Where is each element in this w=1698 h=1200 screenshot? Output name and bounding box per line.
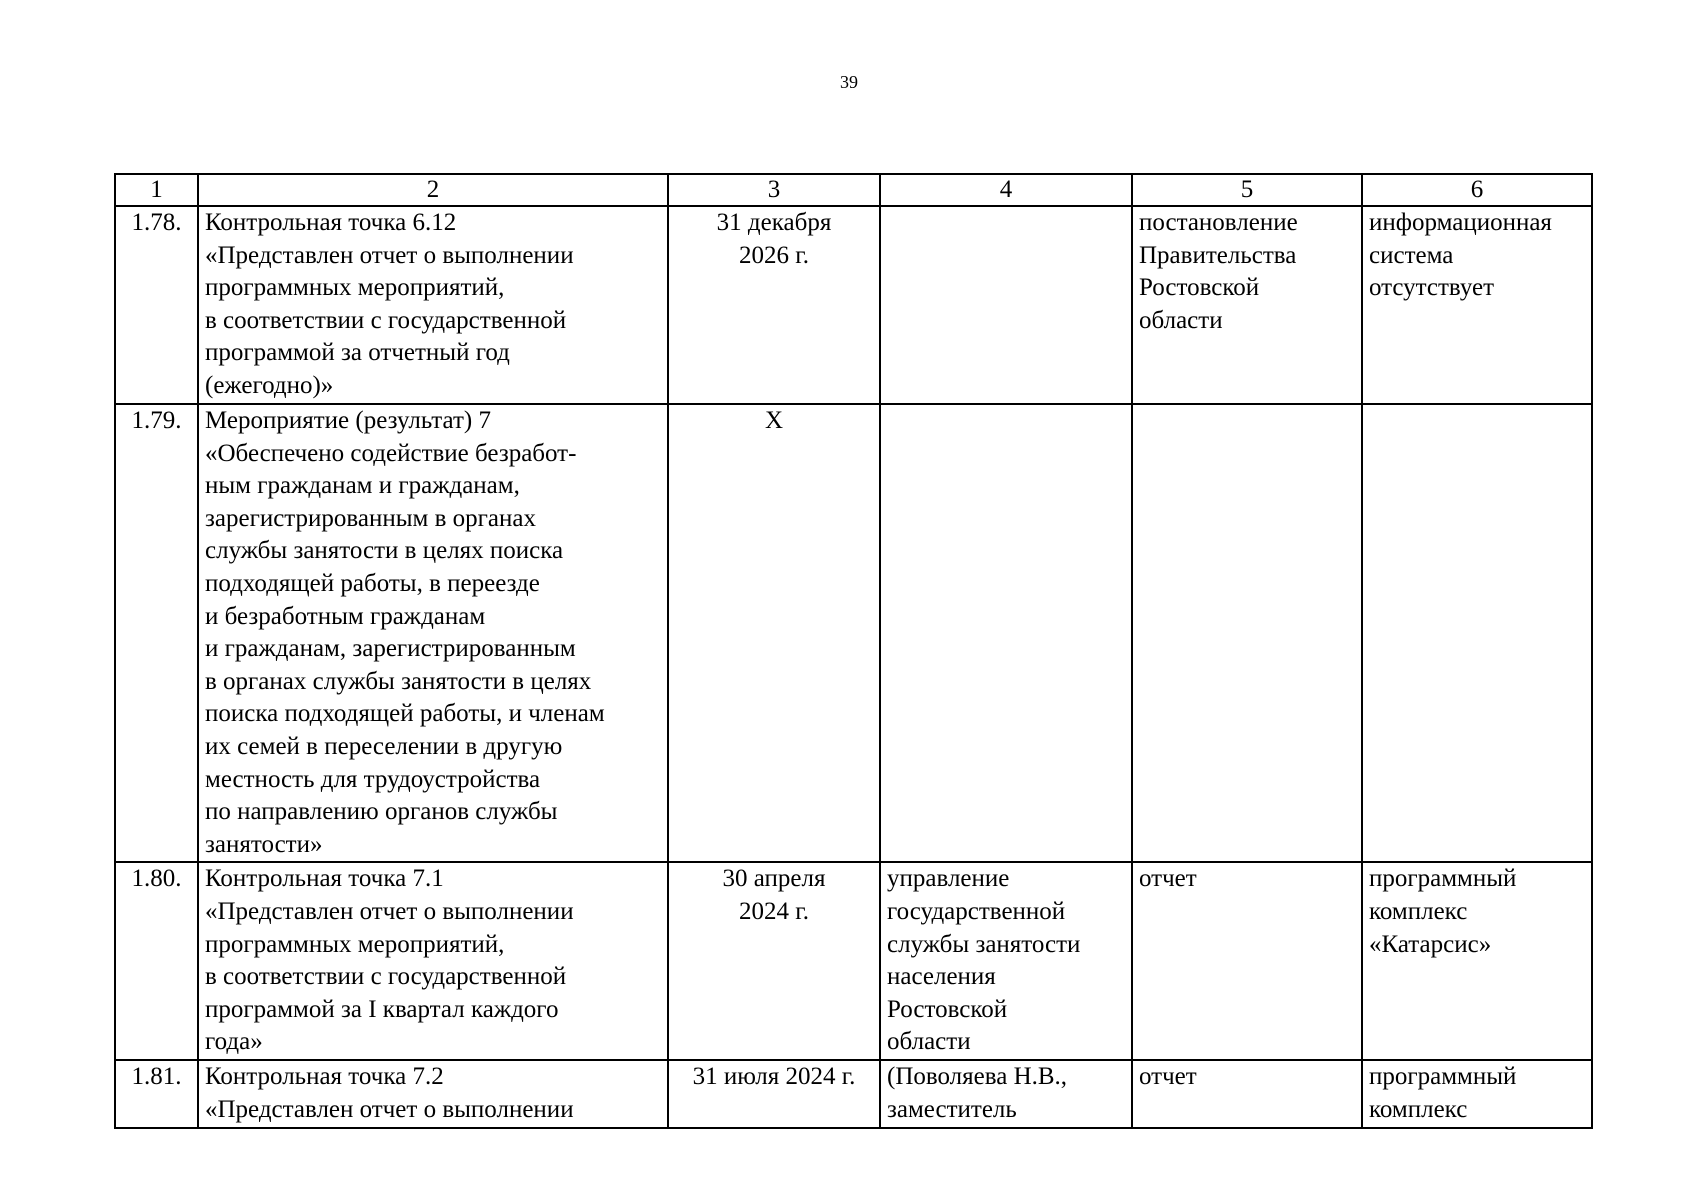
date-line: 2026 г. bbox=[739, 241, 809, 269]
name-line: программных мероприятий, bbox=[205, 274, 505, 302]
responsible-line: службы занятости bbox=[887, 930, 1081, 958]
table-row bbox=[115, 206, 1592, 404]
name-line: занятости» bbox=[205, 830, 323, 858]
info-system-line: «Катарсис» bbox=[1369, 930, 1492, 958]
table-row bbox=[115, 1060, 1592, 1127]
name-line: ным гражданам и гражданам, bbox=[205, 472, 520, 500]
name-line: (ежегодно)» bbox=[205, 371, 334, 399]
responsible-cell bbox=[880, 206, 1132, 404]
document-cell bbox=[1132, 404, 1362, 862]
info-system-cell bbox=[1362, 206, 1592, 404]
page-number: 39 bbox=[840, 72, 858, 92]
column-header: 3 bbox=[668, 174, 880, 206]
column-header: 4 bbox=[880, 174, 1132, 206]
responsible-line: государственной bbox=[887, 897, 1066, 925]
info-system-line: комплекс bbox=[1369, 1095, 1468, 1123]
name-line: Мероприятие (результат) 7 bbox=[205, 407, 491, 434]
column-header: 1 bbox=[115, 174, 198, 206]
responsible-line: управление bbox=[887, 865, 1010, 893]
name-line: года» bbox=[205, 1028, 263, 1056]
name-line: и гражданам, зарегистрированным bbox=[205, 635, 576, 663]
info-system-line: комплекс bbox=[1369, 897, 1468, 925]
info-system-cell bbox=[1362, 862, 1592, 1060]
name-line: Контрольная точка 6.12 bbox=[205, 209, 457, 236]
row-number-cell bbox=[115, 206, 198, 404]
date-line: 2024 г. bbox=[739, 897, 809, 925]
date-cell bbox=[668, 404, 880, 862]
name-line: Контрольная точка 7.1 bbox=[205, 865, 444, 893]
name-cell bbox=[198, 206, 668, 404]
row-number-cell bbox=[115, 404, 198, 862]
responsible-line: населения bbox=[887, 963, 996, 991]
info-system-cell bbox=[1362, 1060, 1592, 1127]
responsible-cell bbox=[880, 862, 1132, 1060]
name-line: «Представлен отчет о выполнении bbox=[205, 1095, 574, 1123]
name-cell bbox=[198, 862, 668, 1060]
measures-table bbox=[114, 173, 1593, 1129]
name-cell bbox=[198, 404, 668, 862]
name-line: поиска подходящей работы, и членам bbox=[205, 700, 605, 728]
name-line: зарегистрированным в органах bbox=[205, 504, 536, 532]
name-line: в органах службы занятости в целях bbox=[205, 667, 592, 695]
name-line: по направлению органов службы bbox=[205, 798, 558, 826]
table-row bbox=[115, 862, 1592, 1060]
document-line: отчет bbox=[1139, 865, 1197, 893]
name-line: и безработным гражданам bbox=[205, 602, 486, 630]
name-line: их семей в переселении в другую bbox=[205, 732, 563, 760]
date-cell bbox=[668, 1060, 880, 1127]
name-line: подходящей работы, в переезде bbox=[205, 569, 540, 597]
responsible-cell bbox=[880, 404, 1132, 862]
column-header: 6 bbox=[1362, 174, 1592, 206]
responsible-line: заместитель bbox=[887, 1095, 1017, 1123]
table-row bbox=[115, 404, 1592, 862]
document-line: области bbox=[1139, 306, 1223, 334]
name-line: «Представлен отчет о выполнении bbox=[205, 897, 574, 925]
info-system-line: программный bbox=[1369, 865, 1517, 893]
row-number: 1.80. bbox=[131, 865, 182, 893]
column-header: 2 bbox=[198, 174, 668, 206]
row-number: 1.81. bbox=[131, 1063, 182, 1091]
name-line: местность для трудоустройства bbox=[205, 765, 541, 793]
name-line: Контрольная точка 7.2 bbox=[205, 1063, 444, 1091]
document-line: отчет bbox=[1139, 1063, 1197, 1091]
responsible-line: Ростовской bbox=[887, 995, 1008, 1023]
document-line: Ростовской bbox=[1139, 274, 1260, 302]
info-system-line: программный bbox=[1369, 1063, 1517, 1091]
name-cell bbox=[198, 1060, 668, 1127]
document-cell bbox=[1132, 1060, 1362, 1127]
row-number: 1.79. bbox=[131, 407, 182, 434]
date-cell bbox=[668, 862, 880, 1060]
date-line: 31 декабря bbox=[716, 209, 832, 236]
row-number-cell bbox=[115, 1060, 198, 1127]
date-line: Х bbox=[764, 407, 784, 434]
column-header: 5 bbox=[1132, 174, 1362, 206]
responsible-line: области bbox=[887, 1028, 971, 1056]
row-number-cell bbox=[115, 862, 198, 1060]
document-line: Правительства bbox=[1139, 241, 1297, 269]
name-line: программой за отчетный год bbox=[205, 339, 510, 367]
name-line: «Обеспечено содействие безработ- bbox=[205, 439, 577, 467]
responsible-cell bbox=[880, 1060, 1132, 1127]
name-line: в соответствии с государственной bbox=[205, 963, 567, 991]
responsible-line: (Поволяева Н.В., bbox=[887, 1063, 1068, 1091]
document-cell bbox=[1132, 206, 1362, 404]
name-line: программных мероприятий, bbox=[205, 930, 505, 958]
info-system-cell bbox=[1362, 404, 1592, 862]
info-system-line: отсутствует bbox=[1369, 274, 1495, 302]
name-line: службы занятости в целях поиска bbox=[205, 537, 564, 565]
name-line: «Представлен отчет о выполнении bbox=[205, 241, 574, 269]
document-cell bbox=[1132, 862, 1362, 1060]
date-cell bbox=[668, 206, 880, 404]
date-line: 31 июля 2024 г. bbox=[692, 1063, 856, 1091]
info-system-line: информационная bbox=[1369, 209, 1552, 236]
row-number: 1.78. bbox=[131, 209, 182, 236]
name-line: программой за I квартал каждого bbox=[205, 995, 559, 1023]
table-header-row bbox=[115, 174, 1592, 206]
info-system-line: система bbox=[1369, 241, 1454, 269]
date-line: 30 апреля bbox=[722, 865, 826, 893]
name-line: в соответствии с государственной bbox=[205, 306, 567, 334]
document-line: постановление bbox=[1139, 209, 1298, 236]
